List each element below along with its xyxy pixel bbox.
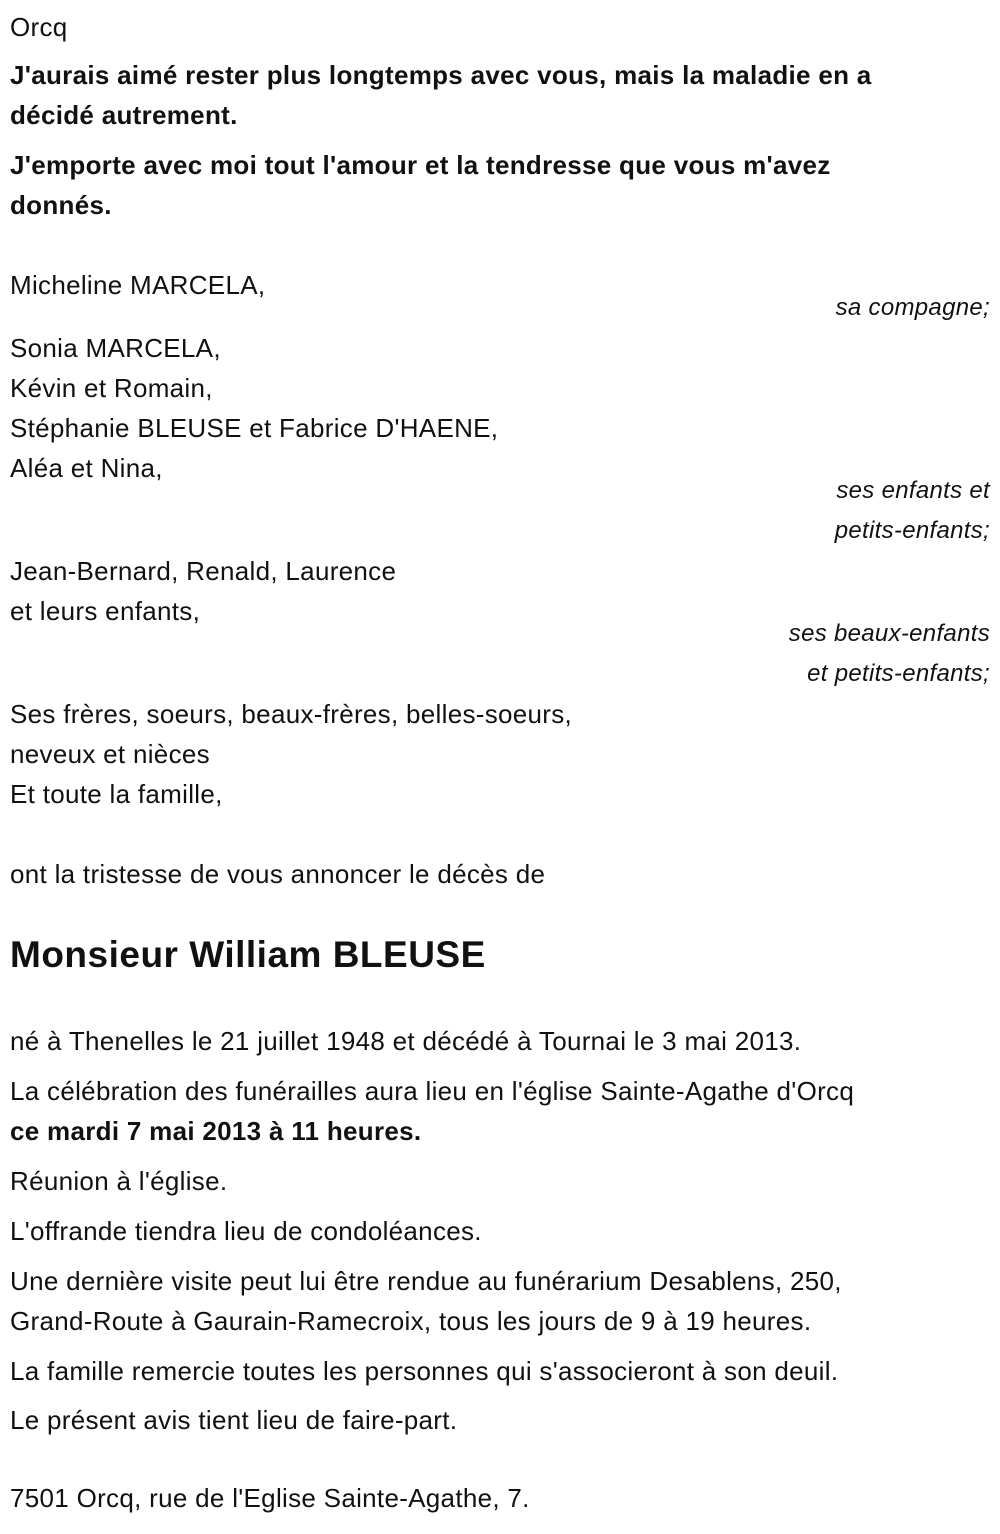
other-family: neveux et nièces (10, 739, 210, 769)
location: Orcq (10, 12, 68, 42)
quote-line: décidé autrement. (10, 100, 238, 130)
other-family: Ses frères, soeurs, beaux-frères, belles-soeurs, (10, 699, 573, 729)
ceremony: La célébration des funérailles aura lieu en l'église Sainte-Agathe d'Orcq (10, 1076, 855, 1106)
birth-death: né à Thenelles le 21 juillet 1948 et décédé à Tournai le 3 mai 2013. (10, 1026, 802, 1056)
quote-line: donnés. (10, 190, 112, 220)
child-name: Kévin et Romain, (10, 373, 213, 403)
other-family: Et toute la famille, (10, 779, 223, 809)
visit: Une dernière visite peut lui être rendue au funérarium Desablens, 250, (10, 1266, 842, 1296)
announcement: ont la tristesse de vous annoncer le décès de (10, 859, 546, 889)
children-role: petits-enfants; (834, 517, 990, 544)
thanks: La famille remercie toutes les personnes qui s'associeront à son deuil. (10, 1356, 839, 1386)
notice: Le présent avis tient lieu de faire-part. (10, 1405, 458, 1435)
address: 7501 Orcq, rue de l'Eglise Sainte-Agathe, 7. (10, 1483, 530, 1513)
children-role: ses enfants et (836, 477, 990, 504)
visit: Grand-Route à Gaurain-Ramecroix, tous les jours de 9 à 19 heures. (10, 1306, 812, 1336)
companion-name: Micheline MARCELA, (10, 270, 266, 300)
stepchildren-names: et leurs enfants, (10, 596, 201, 626)
stepchildren-role: ses beaux-enfants (788, 620, 990, 647)
deceased-name: Monsieur William BLEUSE (10, 934, 486, 975)
stepchildren-names: Jean-Bernard, Renald, Laurence (10, 556, 397, 586)
ceremony-date: ce mardi 7 mai 2013 à 11 heures. (10, 1116, 422, 1146)
companion-role: sa compagne; (835, 294, 990, 321)
quote-line: J'emporte avec moi tout l'amour et la tendresse que vous m'avez (10, 150, 831, 180)
quote-line: J'aurais aimé rester plus longtemps avec vous, mais la maladie en a (10, 60, 872, 90)
offering: L'offrande tiendra lieu de condoléances. (10, 1216, 482, 1246)
meeting: Réunion à l'église. (10, 1166, 228, 1196)
child-name: Stéphanie BLEUSE et Fabrice D'HAENE, (10, 413, 499, 443)
stepchildren-role: et petits-enfants; (807, 660, 990, 687)
child-name: Aléa et Nina, (10, 453, 163, 483)
child-name: Sonia MARCELA, (10, 333, 221, 363)
